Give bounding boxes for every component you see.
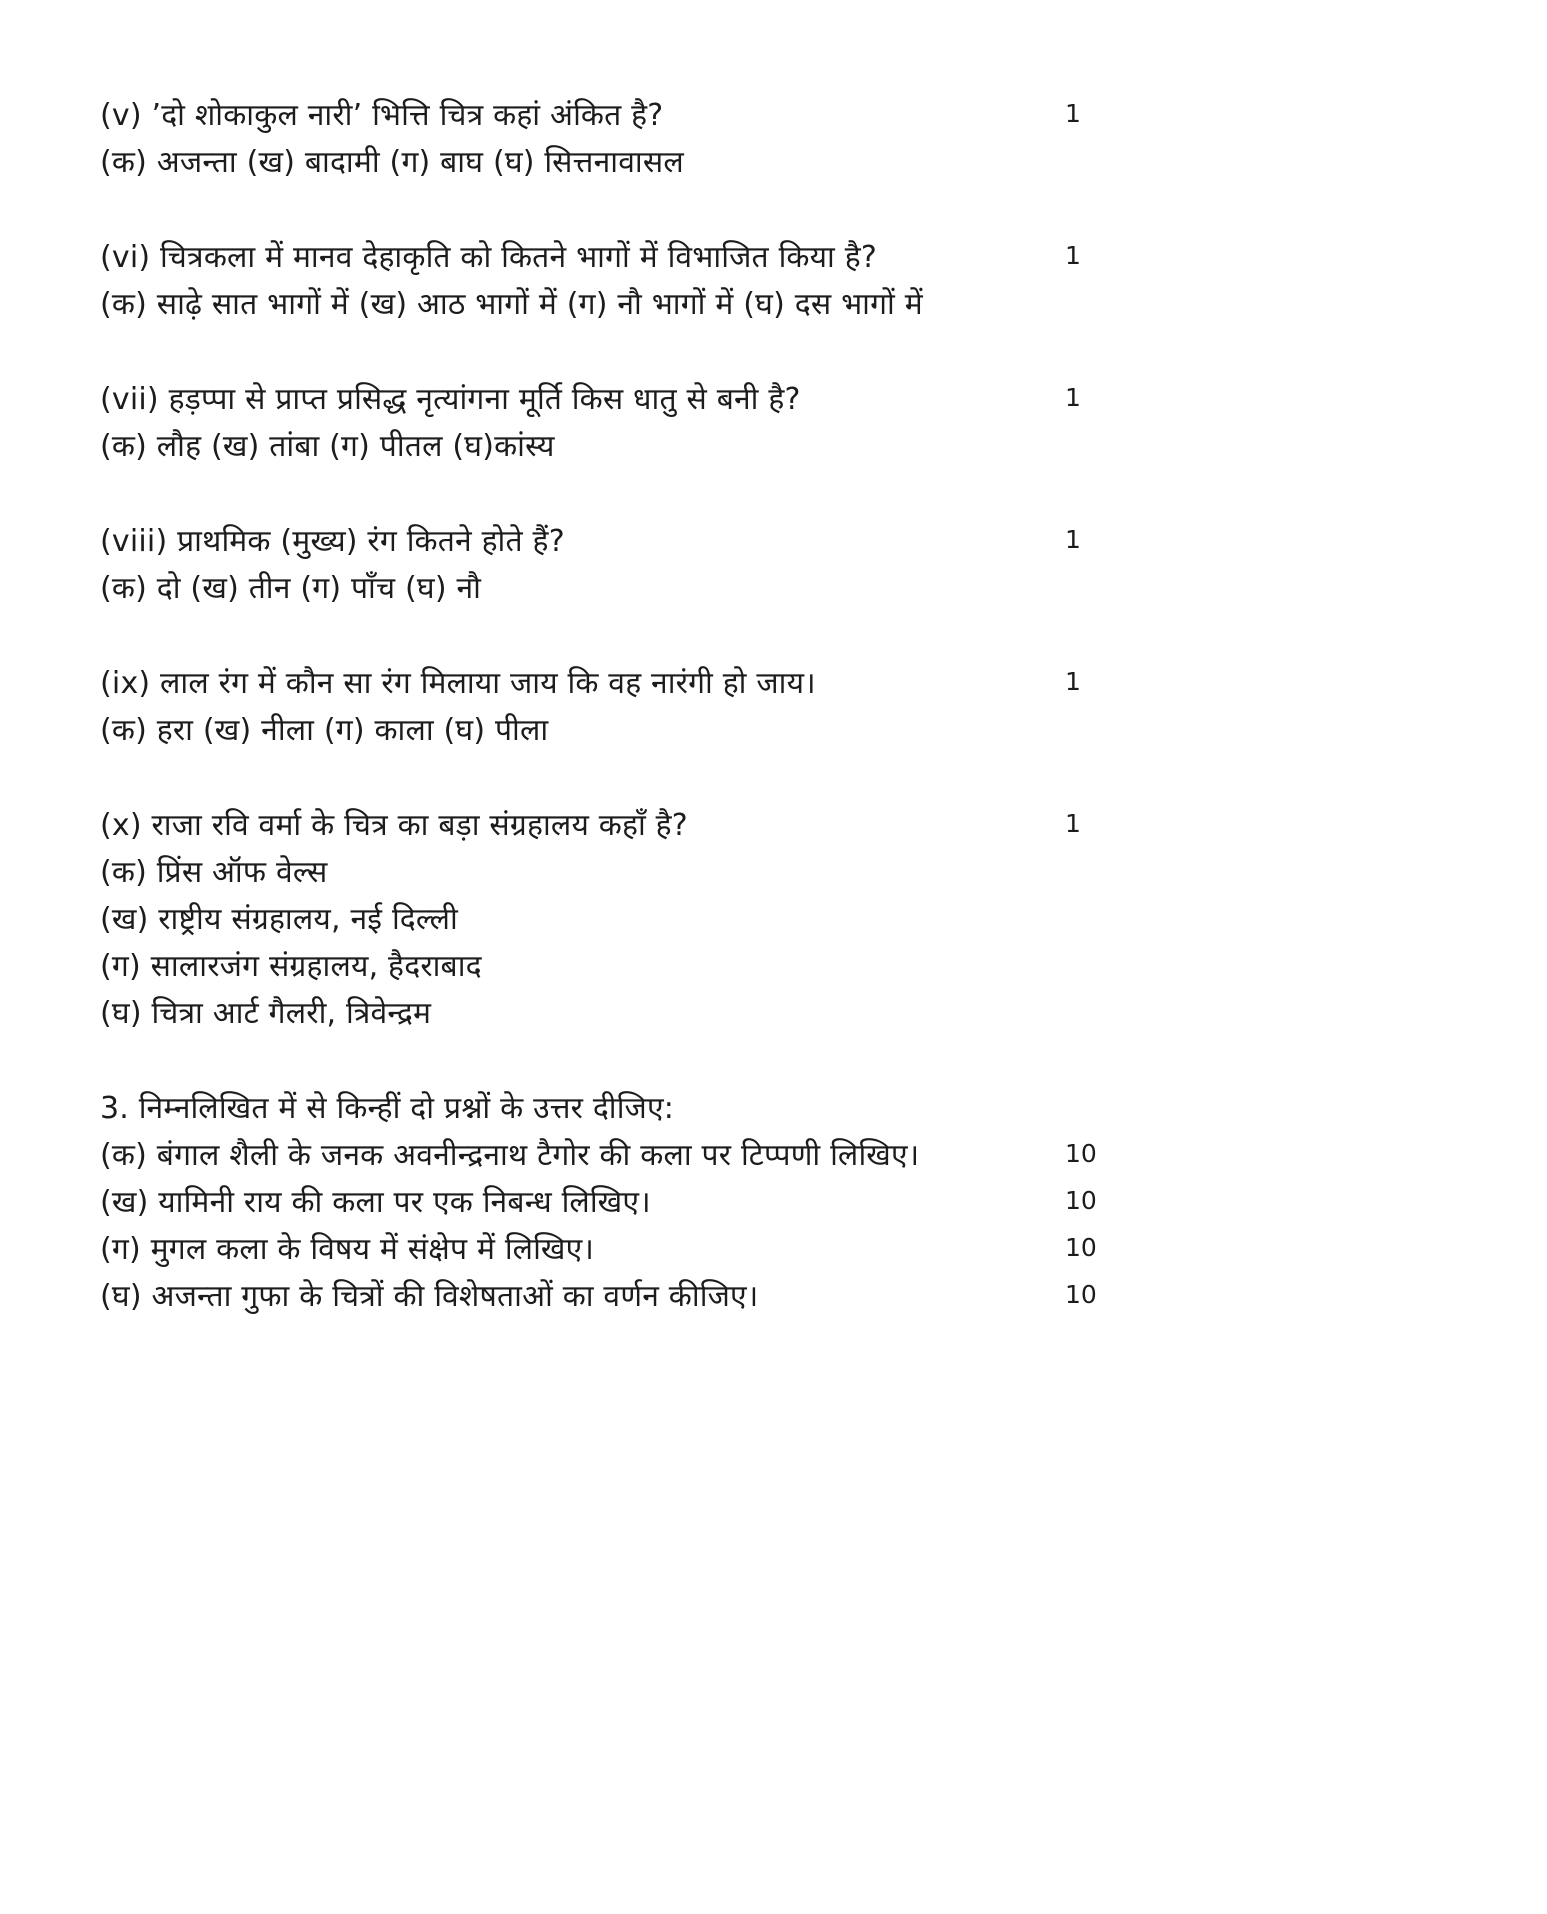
section-3-header: 3. निम्नलिखित में से किन्हीं दो प्रश्नों के उत्तर दीजिए: — [100, 1091, 675, 1126]
section-3-item-b-text: (ख) यामिनी राय की कला पर एक निबन्ध लिखिए। — [100, 1185, 651, 1220]
question-viii — [100, 518, 1507, 612]
section-3-item-a-text: (क) बंगाल शैली के जनक अवनीन्द्रनाथ टैगोर की कला पर टिप्पणी लिखिए। — [100, 1138, 920, 1173]
question-viii-options: (क) दो (ख) तीन (ग) पाँच (घ) नौ — [100, 571, 482, 606]
question-ix — [100, 660, 1507, 754]
question-v-marks: 1 — [1065, 99, 1081, 128]
section-3-item-c-text: (ग) मुगल कला के विषय में संक्षेप में लिखिए। — [100, 1232, 595, 1267]
question-x-option-c: (ग) सालारजंग संग्रहालय, हैदराबाद — [100, 949, 482, 984]
question-vii-text: (vii) हड़प्पा से प्राप्त प्रसिद्ध नृत्यांगना मूर्ति किस धातु से बनी है? — [100, 382, 801, 417]
section-3-item-b-marks: 10 — [1065, 1186, 1097, 1215]
question-x-marks: 1 — [1065, 809, 1081, 838]
question-ix-options: (क) हरा (ख) नीला (ग) काला (घ) पीला — [100, 713, 549, 748]
question-vi-text: (vi) चित्रकला में मानव देहाकृति को कितने भागों में विभाजित किया है? — [100, 240, 877, 275]
question-ix-text: (ix) लाल रंग में कौन सा रंग मिलाया जाय कि वह नारंगी हो जाय। — [100, 666, 816, 701]
question-vii — [100, 376, 1507, 470]
question-x-option-a: (क) प्रिंस ऑफ वेल्स — [100, 855, 328, 890]
section-3-item-c — [100, 1226, 1507, 1273]
question-ix-marks: 1 — [1065, 667, 1081, 696]
section-3-item-a-marks: 10 — [1065, 1139, 1097, 1168]
question-v — [100, 92, 1507, 186]
section-3-item-c-marks: 10 — [1065, 1233, 1097, 1262]
question-x-option-b: (ख) राष्ट्रीय संग्रहालय, नई दिल्ली — [100, 902, 458, 937]
section-3 — [100, 1085, 1507, 1320]
question-x-text: (x) राजा रवि वर्मा के चित्र का बड़ा संग्रहालय कहाँ है? — [100, 808, 688, 843]
section-3-item-a — [100, 1132, 1507, 1179]
question-vi — [100, 234, 1507, 328]
question-vi-options: (क) साढ़े सात भागों में (ख) आठ भागों में (ग) नौ भागों में (घ) दस भागों में — [100, 287, 923, 322]
question-vii-options: (क) लौह (ख) तांबा (ग) पीतल (घ)कांस्य — [100, 429, 555, 464]
question-v-text: (v) ’दो शोकाकुल नारी’ भित्ति चित्र कहां अंकित है? — [100, 98, 664, 133]
section-3-item-d-marks: 10 — [1065, 1280, 1097, 1309]
question-vi-marks: 1 — [1065, 241, 1081, 270]
section-3-item-b — [100, 1179, 1507, 1226]
section-3-item-d — [100, 1273, 1507, 1320]
question-x-option-d: (घ) चित्रा आर्ट गैलरी, त्रिवेन्द्रम — [100, 996, 432, 1031]
question-vii-marks: 1 — [1065, 383, 1081, 412]
question-v-options: (क) अजन्ता (ख) बादामी (ग) बाघ (घ) सित्तनावासल — [100, 145, 684, 180]
question-viii-text: (viii) प्राथमिक (मुख्य) रंग कितने होते हैं? — [100, 524, 565, 559]
question-viii-marks: 1 — [1065, 525, 1081, 554]
section-3-item-d-text: (घ) अजन्ता गुफा के चित्रों की विशेषताओं का वर्णन कीजिए। — [100, 1279, 759, 1314]
question-x — [100, 802, 1507, 1037]
